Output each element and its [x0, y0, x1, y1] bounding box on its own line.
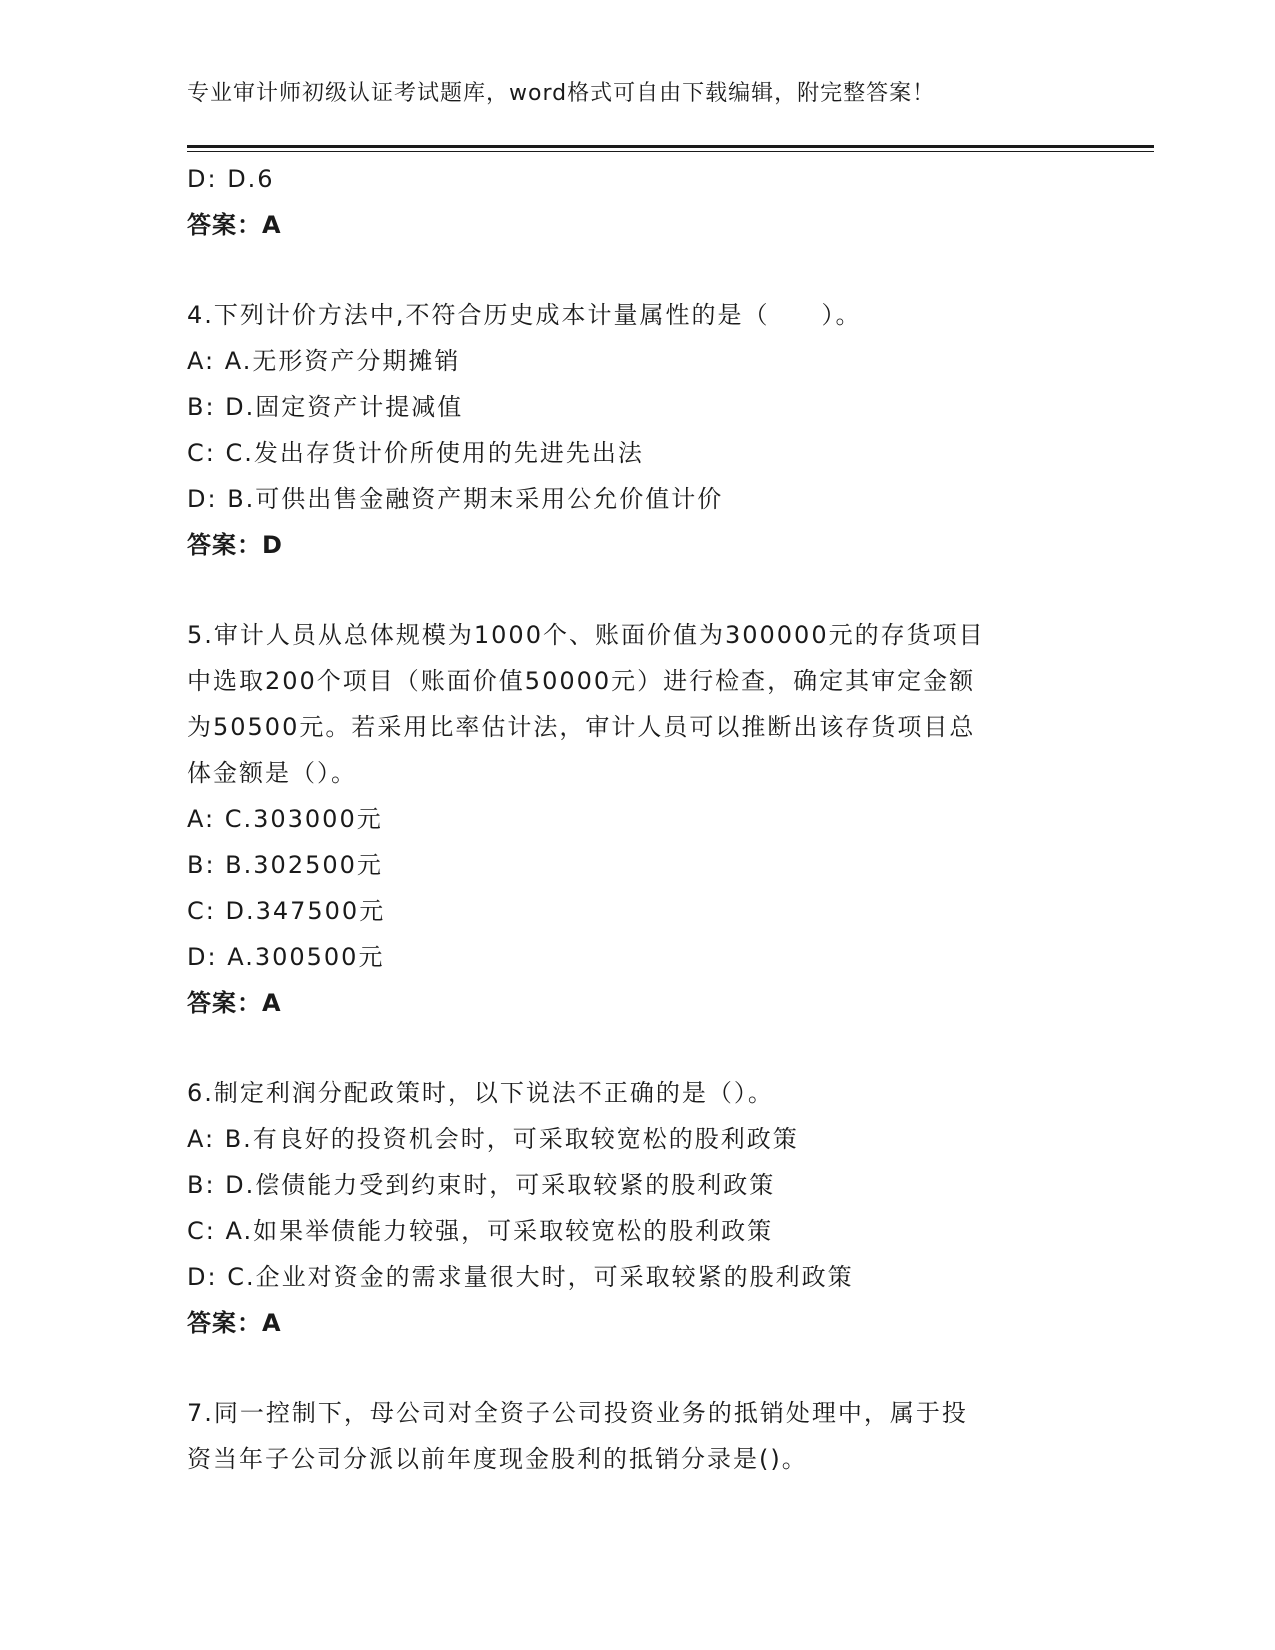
question-4-answer: 答案：D: [187, 531, 283, 559]
question-6-option-c: C: A.如果举债能力较强，可采取较宽松的股利政策: [187, 1217, 774, 1245]
question-5-stem-line-1: 5.审计人员从总体规模为1000个、账面价值为300000元的存货项目: [187, 621, 985, 649]
question-5-option-b: B: B.302500元: [187, 851, 383, 879]
prev-option-d: D: D.6: [187, 165, 275, 193]
question-6-stem: 6.制定利润分配政策时，以下说法不正确的是（）。: [187, 1079, 774, 1107]
question-7-stem-line-1: 7.同一控制下，母公司对全资子公司投资业务的抵销处理中，属于投: [187, 1399, 968, 1427]
question-4-option-c: C: C.发出存货计价所使用的先进先出法: [187, 439, 644, 467]
question-5-stem-line-3: 为50500元。若采用比率估计法，审计人员可以推断出该存货项目总: [187, 713, 976, 741]
question-6-answer: 答案：A: [187, 1309, 282, 1337]
page-header-title: 专业审计师初级认证考试题库，word格式可自由下载编辑，附完整答案！: [187, 81, 936, 106]
question-5-option-a: A: C.303000元: [187, 805, 383, 833]
header-rule-thin: [187, 151, 1154, 152]
question-4-option-b: B: D.固定资产计提减值: [187, 393, 464, 421]
question-7-stem-line-2: 资当年子公司分派以前年度现金股利的抵销分录是()。: [187, 1445, 808, 1473]
question-content: [187, 156, 1067, 1482]
question-4-stem: 4.下列计价方法中,不符合历史成本计量属性的是（ ）。: [187, 301, 862, 329]
question-6-option-a: A: B.有良好的投资机会时，可采取较宽松的股利政策: [187, 1125, 799, 1153]
question-5-answer: 答案：A: [187, 989, 282, 1017]
question-4-option-a: A: A.无形资产分期摊销: [187, 347, 461, 375]
question-6-option-d: D: C.企业对资金的需求量很大时，可采取较紧的股利政策: [187, 1263, 854, 1291]
question-5-option-d: D: A.300500元: [187, 943, 385, 971]
question-4-option-d: D: B.可供出售金融资产期末采用公允价值计价: [187, 485, 724, 513]
prev-answer: 答案：A: [187, 211, 282, 239]
question-6-option-b: B: D.偿债能力受到约束时，可采取较紧的股利政策: [187, 1171, 776, 1199]
question-5-stem-line-4: 体金额是（）。: [187, 759, 357, 787]
question-5-stem-line-2: 中选取200个项目（账面价值50000元）进行检查，确定其审定金额: [187, 667, 976, 695]
header-rule-thick: [187, 145, 1154, 148]
question-5-option-c: C: D.347500元: [187, 897, 386, 925]
